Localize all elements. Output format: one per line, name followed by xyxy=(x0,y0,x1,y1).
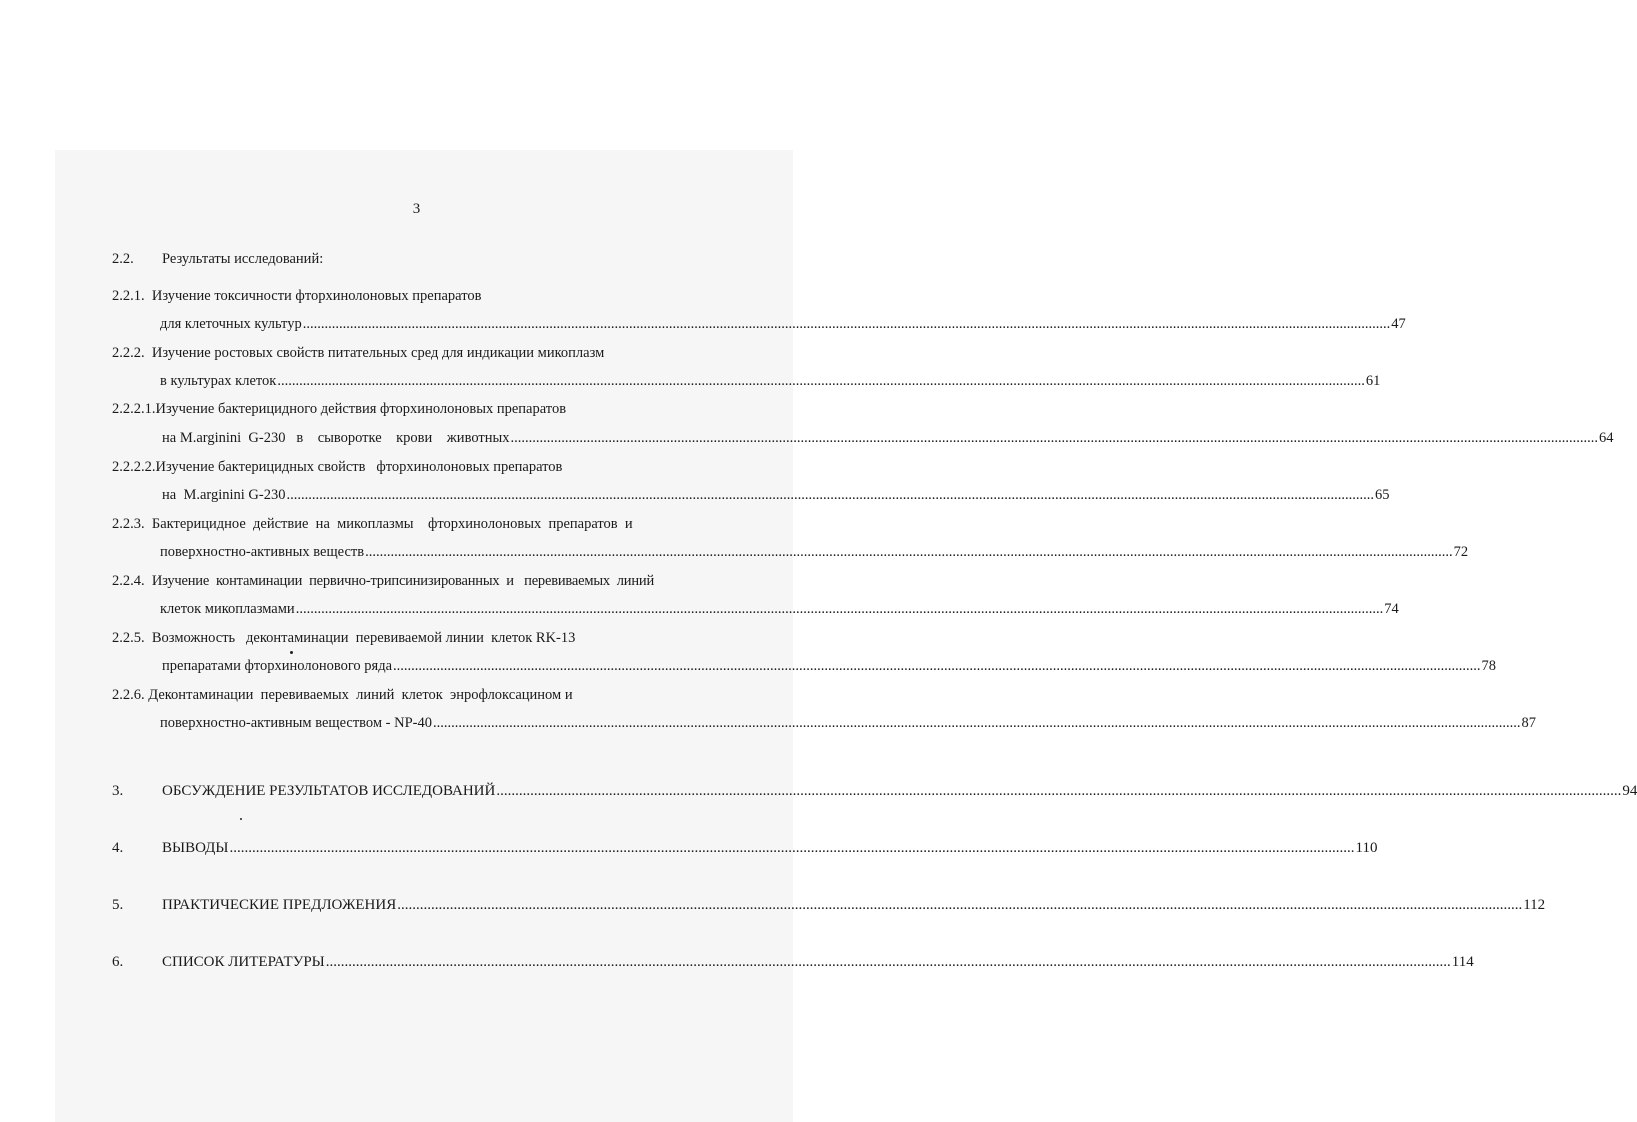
chapter-page: 112 xyxy=(1523,897,1546,913)
toc-chapter-4[interactable] xyxy=(162,839,1378,857)
toc-entry-2-2-5-line1 xyxy=(112,629,575,647)
toc-entry-2-2-2-1-line1 xyxy=(112,400,566,418)
entry-number: 2.2.2.2. xyxy=(112,459,156,475)
section-title: Результаты исследований: xyxy=(162,251,324,267)
entry-number: 2.2.6. xyxy=(112,687,145,703)
entry-page: 47 xyxy=(1391,316,1406,332)
chapter-number: 5. xyxy=(112,897,124,913)
entry-number: 2.2.2. xyxy=(112,345,145,361)
entry-page: 61 xyxy=(1365,373,1381,389)
toc-entry-2-2-4-line1 xyxy=(112,572,730,590)
entry-title-continued: поверхностно-активных веществ xyxy=(160,544,365,560)
entry-title-continued: поверхностно-активным веществом - NP-40 xyxy=(160,715,432,731)
toc-entry-2-2-2-line2[interactable] xyxy=(160,372,1381,390)
entry-number: 2.2.3. xyxy=(112,516,145,532)
entry-number: 2.2.1. xyxy=(112,288,145,304)
entry-number: 2.2.5. xyxy=(112,630,145,646)
chapter-number: 6. xyxy=(112,954,124,970)
chapter-title: ВЫВОДЫ xyxy=(162,840,229,856)
toc-entry-2-2-5-line2[interactable] xyxy=(162,657,1497,675)
leader-dots: ............................................................................................................................................................................................................................................................................................................ xyxy=(510,430,1598,446)
leader-dots: ............................................................................................................................................................................................................................................................................................................ xyxy=(277,373,1365,389)
scan-speck xyxy=(290,651,293,654)
entry-title-continued: на M.arginini G-230 в сыворотке крови животных xyxy=(162,430,510,446)
toc-entry-2-2-2-1-line2[interactable] xyxy=(162,429,1614,447)
leader-dots: ............................................................................................................................................................................................................................................................................................................ xyxy=(393,658,1481,674)
toc-chapter-6[interactable] xyxy=(162,953,1474,971)
toc-entry-2-2-3-line2[interactable] xyxy=(160,543,1469,561)
toc-entry-2-2-6-line2[interactable] xyxy=(160,714,1536,732)
entry-title: Изучение контаминации первично-трипсинизированных и перевиваемых линий xyxy=(151,573,655,589)
entry-title-continued: клеток микоплазмами xyxy=(160,601,295,617)
leader-dots: ............................................................................................................................................................................................................................................................................................................ xyxy=(295,601,1384,617)
entry-title-continued: в культурах клеток xyxy=(160,373,277,389)
toc-entry-2-2-3-line1 xyxy=(112,515,726,533)
chapter-number: 3. xyxy=(112,783,124,799)
page-number: 3 xyxy=(412,201,421,217)
toc-entry-2-2-2-2-line1 xyxy=(112,458,562,476)
toc-chapter-5[interactable] xyxy=(162,896,1546,914)
leader-dots: ............................................................................................................................................................................................................................................................................................................ xyxy=(496,783,1622,799)
leader-dots: ............................................................................................................................................................................................................................................................................................................ xyxy=(397,897,1523,913)
leader-dots: ............................................................................................................................................................................................................................................................................................................ xyxy=(433,715,1521,731)
toc-entry-2-2-1-line1 xyxy=(112,287,481,305)
entry-title-continued: для клеточных культур xyxy=(160,316,302,332)
entry-title: Изучение бактерицидного действия фторхинолоновых препаратов xyxy=(155,401,567,417)
entry-page: 72 xyxy=(1453,544,1469,560)
entry-title: Деконтаминации перевиваемых линий клеток энрофлоксацином и xyxy=(148,687,573,703)
section-number: 2.2. xyxy=(112,251,134,267)
leader-dots: ............................................................................................................................................................................................................................................................................................................ xyxy=(286,487,1374,503)
toc-entry-2-2-2-line1 xyxy=(112,344,604,362)
leader-dots: ............................................................................................................................................................................................................................................................................................................ xyxy=(325,954,1451,970)
chapter-number: 4. xyxy=(112,840,124,856)
entry-page: 87 xyxy=(1521,715,1536,731)
entry-number: 2.2.2.1. xyxy=(112,401,156,417)
chapter-title: СПИСОК ЛИТЕРАТУРЫ xyxy=(162,954,325,970)
chapter-title: ПРАКТИЧЕСКИЕ ПРЕДЛОЖЕНИЯ xyxy=(162,897,397,913)
entry-title-continued: препаратами фторхинолонового ряда xyxy=(162,658,393,674)
leader-dots: ............................................................................................................................................................................................................................................................................................................ xyxy=(302,316,1391,332)
chapter-title: ОБСУЖДЕНИЕ РЕЗУЛЬТАТОВ ИССЛЕДОВАНИЙ xyxy=(162,783,496,799)
entry-title: Изучение ростовых свойств питательных сред для индикации микоплазм xyxy=(151,345,605,361)
leader-dots: ............................................................................................................................................................................................................................................................................................................ xyxy=(229,840,1355,856)
toc-entry-2-2-1-line2[interactable] xyxy=(160,315,1406,333)
entry-title-continued: на M.arginini G-230 xyxy=(162,487,286,503)
toc-entry-2-2-6-line1 xyxy=(112,686,573,704)
toc-chapter-3[interactable] xyxy=(162,782,1637,800)
chapter-page: 94 xyxy=(1622,783,1637,799)
entry-page: 74 xyxy=(1384,601,1399,617)
entry-title: Изучение бактерицидных свойств фторхинолоновых препаратов xyxy=(155,459,563,475)
entry-title: Изучение токсичности фторхинолоновых препаратов xyxy=(151,288,482,304)
toc-entry-2-2-4-line2[interactable] xyxy=(160,600,1399,618)
scan-speck xyxy=(240,818,242,820)
entry-page: 64 xyxy=(1598,430,1614,446)
entry-page: 78 xyxy=(1481,658,1497,674)
entry-title: Бактерицидное действие на микоплазмы фторхинолоновых препаратов и xyxy=(151,516,633,532)
leader-dots: ............................................................................................................................................................................................................................................................................................................ xyxy=(365,544,1453,560)
chapter-page: 110 xyxy=(1355,840,1378,856)
chapter-page: 114 xyxy=(1451,954,1474,970)
entry-number: 2.2.4. xyxy=(112,573,145,589)
entry-page: 65 xyxy=(1374,487,1390,503)
toc-entry-2-2-2-2-line2[interactable] xyxy=(162,486,1390,504)
entry-title: Возможность деконтаминации перевиваемой линии клеток RK-13 xyxy=(151,630,576,646)
